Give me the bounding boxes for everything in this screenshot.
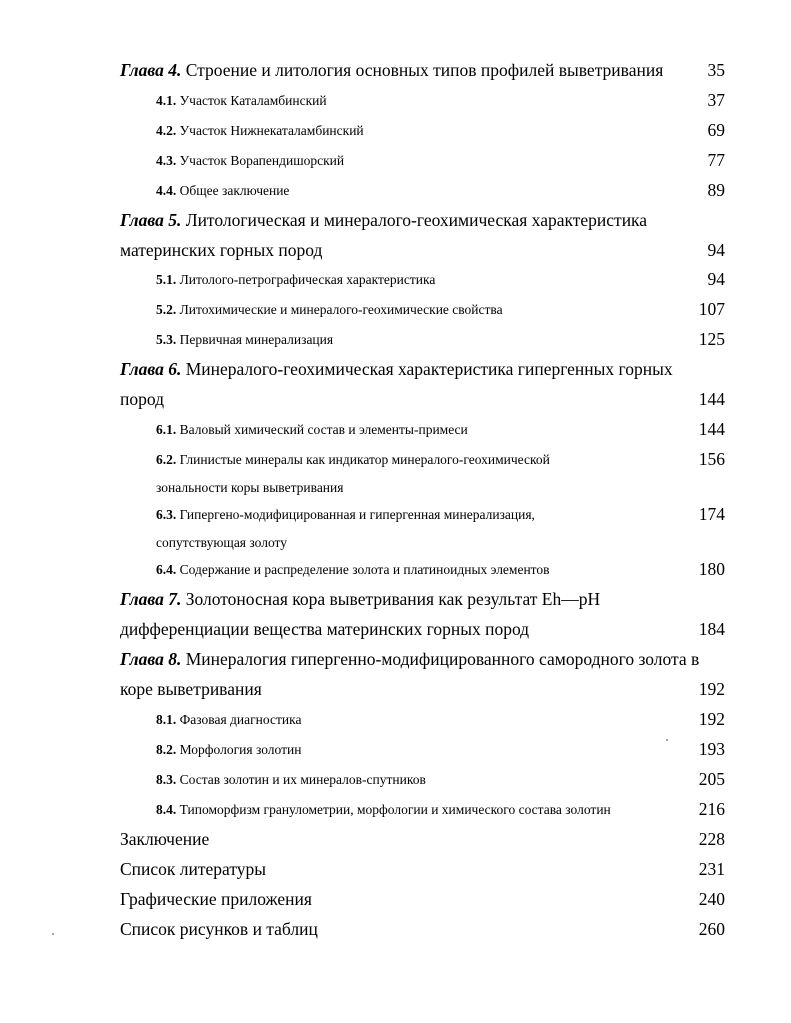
chapter-4-heading	[120, 62, 663, 80]
item-title: Содержание и распределение золота и платиноидных элементов	[179, 562, 550, 577]
toc-item-5-3	[156, 333, 333, 347]
toc-item-6-3	[156, 508, 535, 522]
chapter-title-line1: Минералогия гипергенно-модифицированного самородного золота в	[185, 649, 700, 669]
item-page: 216	[698, 799, 725, 819]
item-number: 4.4.	[156, 183, 177, 198]
chapter-title-line2: дифференциации вещества материнских горных пород	[120, 619, 530, 639]
item-page: 228	[698, 829, 725, 849]
item-title: Участок Каталамбинский	[179, 93, 327, 108]
item-number: 5.3.	[156, 332, 177, 347]
item-page: 205	[698, 769, 725, 789]
item-number: 4.3.	[156, 153, 177, 168]
chapter-8-heading	[120, 651, 699, 669]
chapter-title: Строение и литология основных типов профилей выветривания	[185, 60, 664, 80]
chapter-title-line2: коре выветривания	[120, 679, 262, 699]
item-title-continued: зональности коры выветривания	[156, 480, 344, 495]
item-page: 107	[698, 299, 725, 319]
item-page: 240	[698, 889, 725, 909]
item-number: 5.1.	[156, 272, 177, 287]
item-title: Первичная минерализация	[179, 332, 334, 347]
toc-item-4-3	[156, 154, 344, 168]
toc-item-6-1	[156, 423, 468, 437]
toc-item-8-1	[156, 713, 301, 727]
item-page: 144	[698, 419, 725, 439]
toc-figures-list: Список рисунков и таблиц	[120, 919, 318, 939]
toc-item-4-1	[156, 94, 327, 108]
toc-item-6-4	[156, 563, 550, 577]
item-title: Участок Нижнекаталамбинский	[179, 123, 364, 138]
chapter-7-heading	[120, 591, 600, 609]
item-page: 231	[698, 859, 725, 879]
item-page: 77	[707, 150, 725, 170]
chapter-4-page: 35	[707, 60, 725, 80]
toc-item-8-4	[156, 803, 611, 817]
item-page: 156	[698, 449, 725, 469]
scan-speck	[52, 933, 54, 935]
item-title: Типоморфизм гранулометрии, морфологии и химического состава золотин	[179, 802, 611, 817]
chapter-title-line1: Литологическая и минералого-геохимическая характеристика	[185, 210, 648, 230]
item-page: 180	[698, 559, 725, 579]
chapter-title-line2: материнских горных пород	[120, 240, 323, 260]
toc-item-4-4	[156, 184, 289, 198]
item-number: 6.1.	[156, 422, 177, 437]
item-number: 6.4.	[156, 562, 177, 577]
chapter-6-heading	[120, 361, 673, 379]
item-number: 8.1.	[156, 712, 177, 727]
chapter-title-line2: пород	[120, 389, 165, 409]
item-page: 94	[707, 269, 725, 289]
item-title: Состав золотин и их минералов-спутников	[179, 772, 426, 787]
chapter-8-page: 192	[698, 679, 725, 699]
scan-speck	[666, 739, 668, 741]
item-page: 125	[698, 329, 725, 349]
item-title: Литолого-петрографическая характеристика	[179, 272, 436, 287]
toc-item-8-2	[156, 743, 301, 757]
chapter-5-page: 94	[707, 240, 725, 260]
item-page: 260	[698, 919, 725, 939]
item-number: 8.3.	[156, 772, 177, 787]
item-number: 8.2.	[156, 742, 177, 757]
item-page: 192	[698, 709, 725, 729]
toc-references: Список литературы	[120, 859, 267, 879]
item-page: 69	[707, 120, 725, 140]
chapter-6-page: 144	[698, 389, 725, 409]
chapter-title-line1: Золотоносная кора выветривания как результат Eh—pH	[185, 589, 601, 609]
item-page: 193	[698, 739, 725, 759]
item-title: Участок Ворапендишорский	[179, 153, 345, 168]
item-number: 6.2.	[156, 452, 177, 467]
item-title-continued: сопутствующая золоту	[156, 535, 287, 550]
toc-item-5-1	[156, 273, 435, 287]
chapter-label: Глава 5.	[120, 210, 182, 230]
chapter-7-page: 184	[698, 619, 725, 639]
item-number: 8.4.	[156, 802, 177, 817]
item-page: 174	[698, 504, 725, 524]
chapter-label: Глава 7.	[120, 589, 182, 609]
item-title: Морфология золотин	[179, 742, 302, 757]
toc-item-5-2	[156, 303, 503, 317]
chapter-5-heading	[120, 212, 647, 230]
chapter-label: Глава 4.	[120, 60, 182, 80]
chapter-label: Глава 8.	[120, 649, 182, 669]
item-title: Гипергено-модифицированная и гипергенная минерализация,	[179, 507, 535, 522]
item-number: 4.2.	[156, 123, 177, 138]
item-number: 5.2.	[156, 302, 177, 317]
item-page: 89	[707, 180, 725, 200]
item-number: 6.3.	[156, 507, 177, 522]
item-title: Фазовая диагностика	[179, 712, 302, 727]
chapter-label: Глава 6.	[120, 359, 182, 379]
item-title: Глинистые минералы как индикатор минералого-геохимической	[179, 452, 550, 467]
item-page: 37	[707, 90, 725, 110]
toc-item-6-2	[156, 453, 550, 467]
item-title: Валовый химический состав и элементы-примеси	[179, 422, 468, 437]
item-title: Литохимические и минералого-геохимические свойства	[179, 302, 503, 317]
toc-item-8-3	[156, 773, 426, 787]
chapter-title-line1: Минералого-геохимическая характеристика гипергенных горных	[185, 359, 673, 379]
item-title: Общее заключение	[179, 183, 290, 198]
toc-conclusion: Заключение	[120, 829, 210, 849]
toc-item-4-2	[156, 124, 364, 138]
item-number: 4.1.	[156, 93, 177, 108]
toc-graphic-appendices: Графические приложения	[120, 889, 312, 909]
